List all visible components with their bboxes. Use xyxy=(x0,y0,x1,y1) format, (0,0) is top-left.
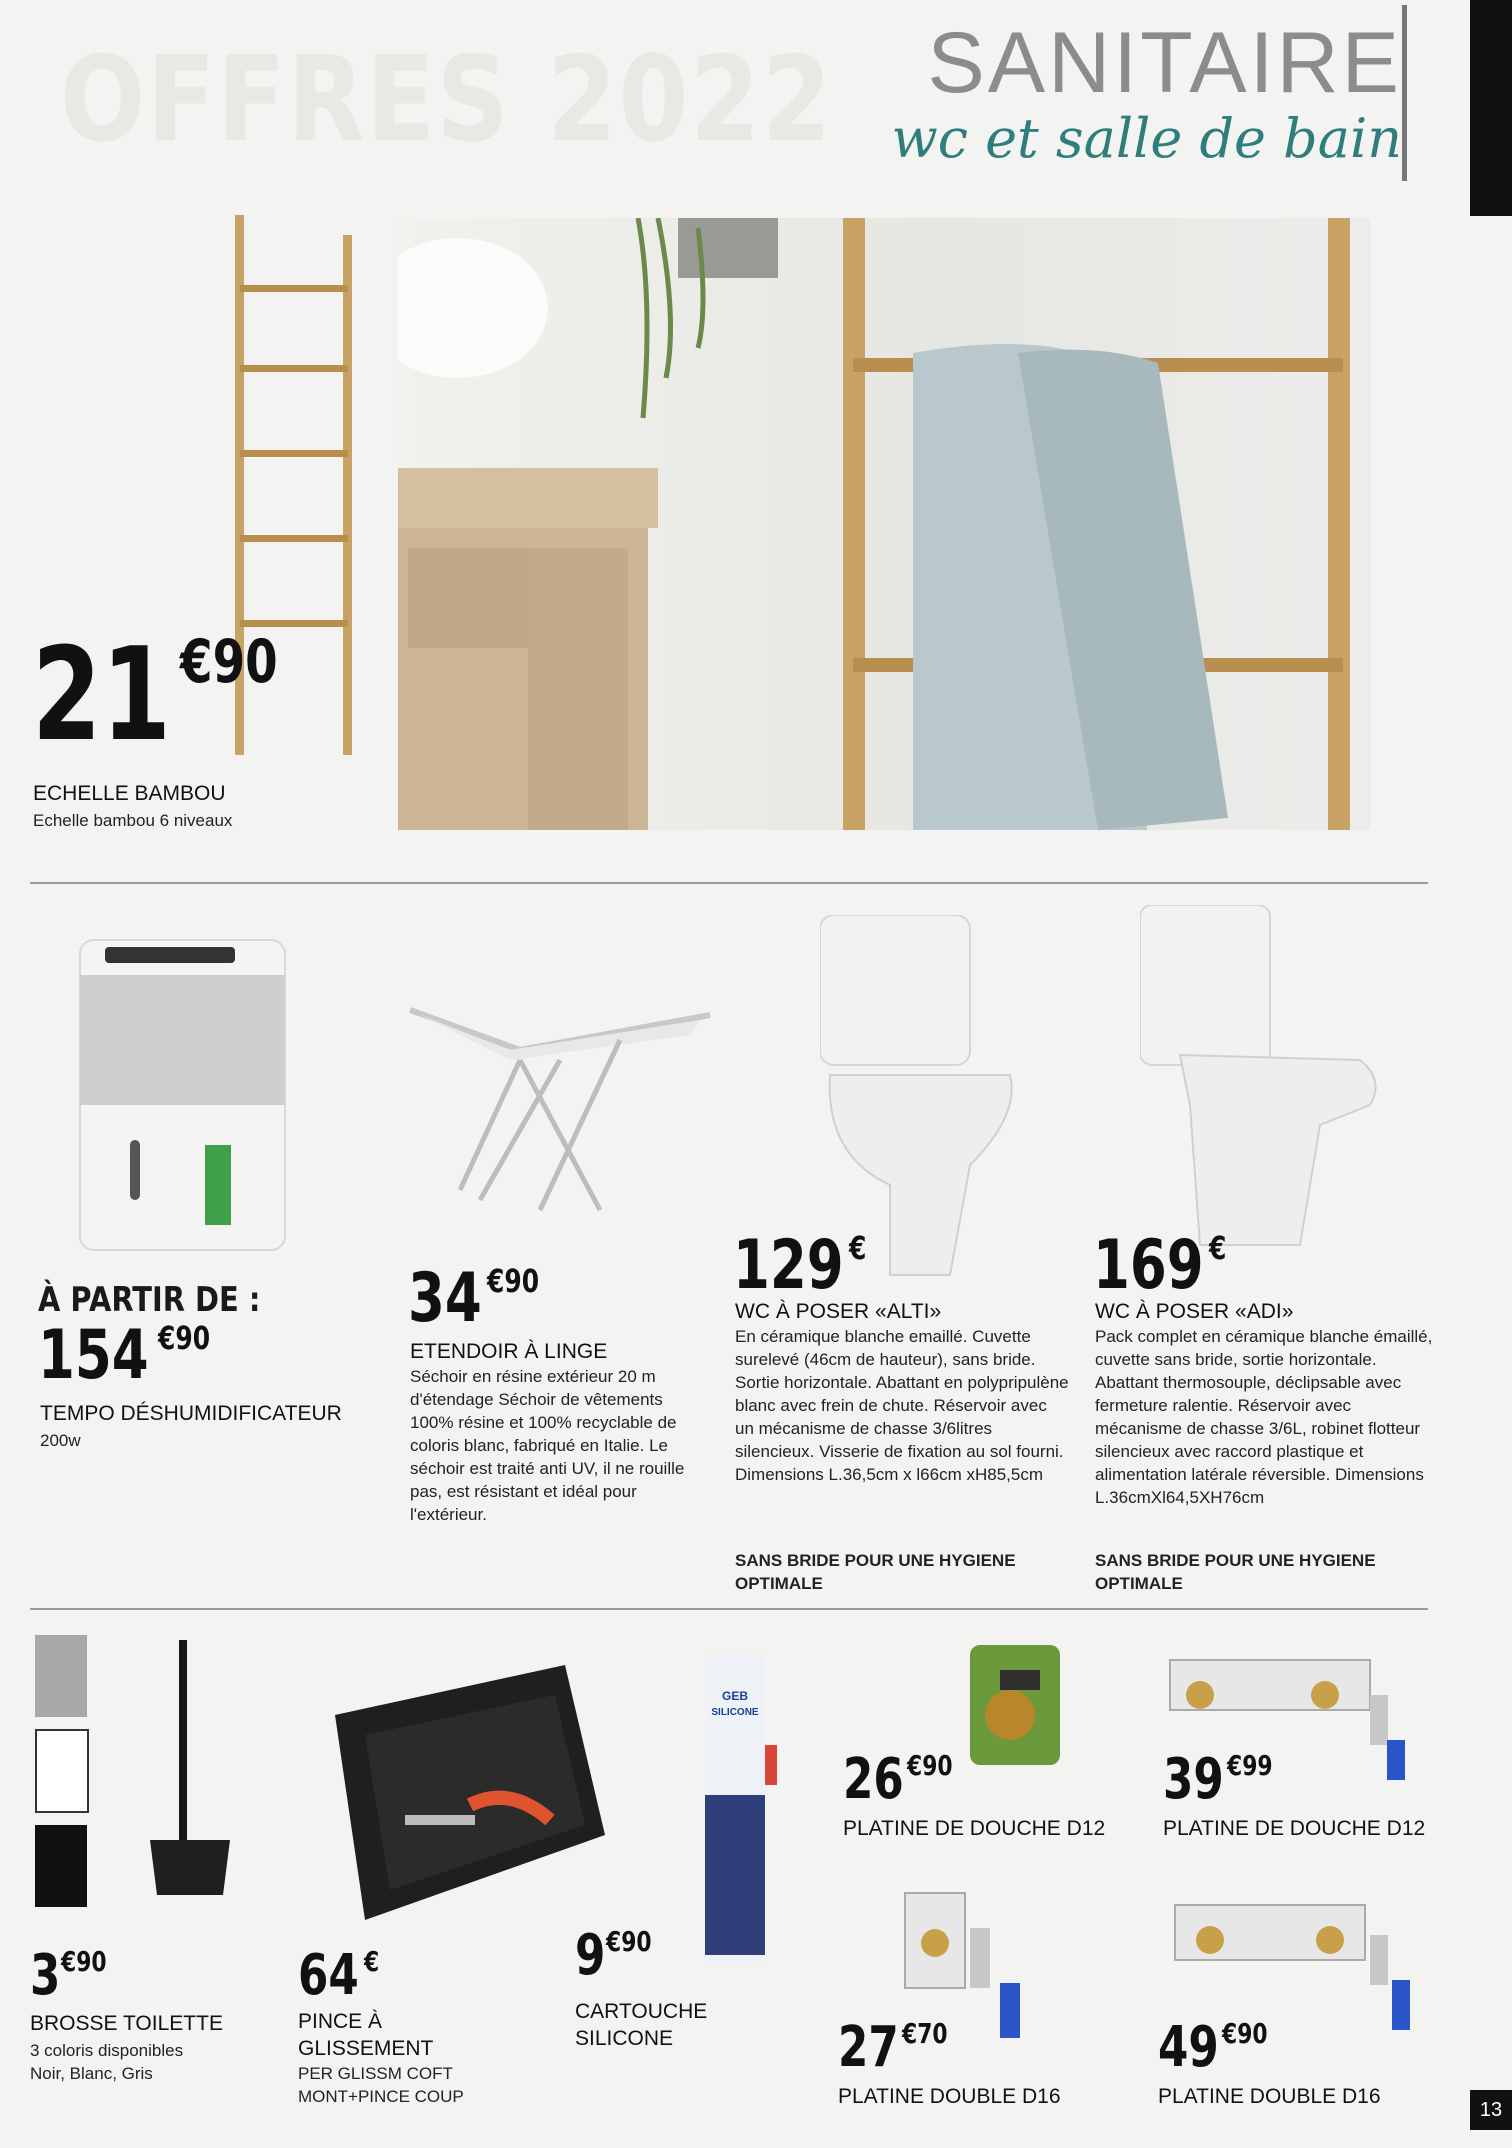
pipe-cutter-case-image xyxy=(295,1655,615,1925)
price-cents: €70 xyxy=(901,2017,948,2050)
price-main: 169 xyxy=(1093,1226,1204,1305)
cartouche-label1: GEB xyxy=(721,1689,749,1703)
etendoir-desc: Séchoir en résine extérieur 20 m d'étendage Séchoir de vêtements 100% résine et 100% recyclable de coloris blanc, fabriqué en Italie. Le séchoir est traité anti UV, il ne rouille pas, est résistant et idéal pour l'extérieur. xyxy=(410,1367,685,1524)
section-title: SANITAIRE xyxy=(927,15,1402,111)
platine4-price xyxy=(1158,2015,1280,2080)
price-main: 27 xyxy=(838,2015,899,2080)
etendoir-name: ETENDOIR À LINGE xyxy=(410,1340,608,1363)
price-main: 21 xyxy=(32,621,171,770)
etendoir-price xyxy=(408,1259,553,1338)
page-number: 13 xyxy=(1470,2090,1512,2130)
swatch-black xyxy=(35,1825,87,1907)
echelle-price xyxy=(32,621,305,770)
section-divider xyxy=(30,882,1428,884)
deshumidificateur-price xyxy=(38,1316,225,1395)
drying-rack-image xyxy=(400,1000,720,1230)
price-cents: €90 xyxy=(486,1262,539,1300)
platine2-name: PLATINE DE DOUCHE D12 xyxy=(1163,1817,1426,1840)
wc-alti-highlight: SANS BRIDE POUR UNE HYGIENE OPTIMALE xyxy=(735,1551,1016,1593)
bathroom-hero-image xyxy=(398,218,1371,830)
wc-adi-image xyxy=(1140,905,1390,1265)
wc-adi-name: WC À POSER «ADI» xyxy=(1095,1300,1294,1323)
platine1-name: PLATINE DE DOUCHE D12 xyxy=(843,1817,1106,1840)
price-main: 3 xyxy=(30,1943,61,2008)
price-cents: € xyxy=(1208,1229,1227,1267)
platine3-price xyxy=(838,2015,960,2080)
price-cents: €90 xyxy=(180,627,278,697)
section-subtitle: wc et salle de bain xyxy=(891,107,1402,170)
echelle-name: ECHELLE BAMBOU xyxy=(33,782,226,805)
brosse-desc2: Noir, Blanc, Gris xyxy=(30,2064,153,2083)
title-divider xyxy=(1402,5,1407,181)
section-divider xyxy=(30,1608,1428,1610)
platine3-name: PLATINE DOUBLE D16 xyxy=(838,2085,1061,2108)
silicone-cartridge-image xyxy=(690,1655,780,1965)
wc-adi-highlight: SANS BRIDE POUR UNE HYGIENE OPTIMALE xyxy=(1095,1551,1376,1593)
price-cents: €90 xyxy=(906,1749,953,1782)
wc-adi-price xyxy=(1093,1226,1231,1305)
platine4-name: PLATINE DOUBLE D16 xyxy=(1158,2085,1381,2108)
cartouche-name: CARTOUCHE SILICONE xyxy=(575,2000,708,2051)
deshumidificateur-desc: 200w xyxy=(40,1431,81,1450)
price-cents: €90 xyxy=(1221,2017,1268,2050)
swatch-grey xyxy=(35,1635,87,1717)
pince-price xyxy=(298,1943,383,2008)
ghost-title: OFFRES 2022 xyxy=(60,30,834,168)
section-heading xyxy=(891,15,1402,170)
swatch-white xyxy=(35,1729,89,1813)
shower-plate-pack-image xyxy=(965,1640,1065,1770)
pince-name: PINCE À GLISSEMENT xyxy=(298,2010,434,2061)
echelle-desc: Echelle bambou 6 niveaux xyxy=(33,811,233,830)
price-main: 9 xyxy=(575,1923,606,1988)
price-cents: €90 xyxy=(60,1945,107,1978)
pince-desc: PER GLISSM COFT MONT+PINCE COUP xyxy=(298,2064,464,2106)
price-main: 129 xyxy=(733,1226,844,1305)
deshumidificateur-prefix: À PARTIR DE : xyxy=(38,1280,261,1320)
price-main: 49 xyxy=(1158,2015,1219,2080)
cartouche-label2: SILICONE xyxy=(711,1707,759,1718)
price-cents: € xyxy=(848,1229,867,1267)
brosse-name: BROSSE TOILETTE xyxy=(30,2012,223,2035)
toilet-brush-image xyxy=(145,1640,235,1900)
platine1-price xyxy=(843,1747,965,1812)
platine2-price xyxy=(1163,1747,1285,1812)
price-cents: €90 xyxy=(605,1925,652,1958)
price-cents: €99 xyxy=(1226,1749,1273,1782)
brosse-price xyxy=(30,1943,119,2008)
price-main: 26 xyxy=(843,1747,904,1812)
wc-adi-desc: Pack complet en céramique blanche émaillé, cuvette sans bride, sortie horizontale. Abattant thermosouple, déclipsable avec fermeture ralentie. Réservoir avec mécanisme de chasse 3/6L, robinet flotteur silencieux avec raccord plastique et alimentation latérale réversible. Dimensions L.36cmXl64,5XH76cm xyxy=(1095,1327,1433,1507)
price-main: 64 xyxy=(298,1943,359,2008)
brosse-desc1: 3 coloris disponibles xyxy=(30,2041,184,2060)
side-tab xyxy=(1470,0,1512,216)
price-main: 34 xyxy=(408,1259,482,1338)
price-cents: €90 xyxy=(157,1319,211,1357)
dehumidifier-image xyxy=(75,935,290,1255)
color-swatches xyxy=(35,1635,89,1907)
price-main: 39 xyxy=(1163,1747,1224,1812)
price-main: 154 xyxy=(38,1316,149,1395)
wc-alti-name: WC À POSER «ALTI» xyxy=(735,1300,942,1323)
wc-alti-price xyxy=(733,1226,871,1305)
deshumidificateur-name: TEMPO DÉSHUMIDIFICATEUR xyxy=(40,1402,342,1425)
wc-alti-desc: En céramique blanche emaillé. Cuvette surelevé (46cm de hauteur), sans bride. Sortie horizontale. Abattant en polypripulène blanc avec frein de chute. Réservoir avec un mécanisme de chasse 3/6litres silencieux. Visserie de fixation au sol fourni. Dimensions L.36,5cm x l66cm xH85,5cm xyxy=(735,1327,1069,1484)
cartouche-price xyxy=(575,1923,664,1988)
price-cents: € xyxy=(363,1945,380,1978)
